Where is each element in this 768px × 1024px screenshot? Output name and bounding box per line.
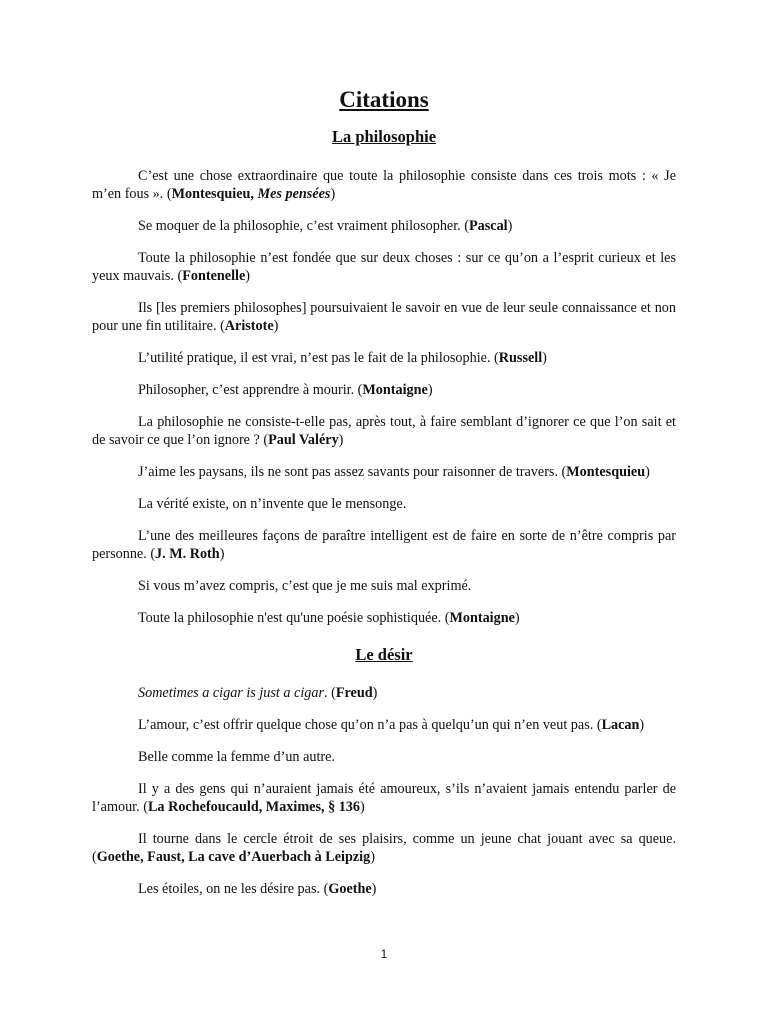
quote-paragraph: C’est une chose extraordinaire que toute la philosophie consiste dans ces trois mots : « Je m’en fous ». (Montesquieu, Mes pensées) [92, 168, 676, 202]
section-heading-desir: Le désir [355, 645, 413, 664]
quote-paragraph: La vérité existe, on n’invente que le mensonge. [138, 496, 407, 512]
quote-paragraph: La philosophie ne consiste-t-elle pas, après tout, à faire semblant d’ignorer ce que l’on sait et de savoir ce que l’on ignore ? (Paul Valéry) [92, 414, 676, 448]
section-heading-philosophie: La philosophie [331, 127, 437, 146]
quote-paragraph: Toute la philosophie n’est fondée que sur deux choses : sur ce qu’on a l’esprit curieux et les yeux mauvais. (Fontenelle) [92, 250, 676, 284]
quote-paragraph: L’amour, c’est offrir quelque chose qu’on n’a pas à quelqu’un qui n’en veut pas. (Lacan) [138, 717, 645, 733]
quote-paragraph: J’aime les paysans, ils ne sont pas assez savants pour raisonner de travers. (Montesquieu) [138, 464, 650, 480]
page-title: Citations [339, 87, 429, 112]
quote-paragraph: Ils [les premiers philosophes] poursuivaient le savoir en vue de leur seule connaissance et non pour une fin utilitaire. (Aristote) [92, 300, 676, 334]
quote-paragraph: Philosopher, c’est apprendre à mourir. (Montaigne) [138, 382, 433, 398]
quote-paragraph: Sometimes a cigar is just a cigar. (Freud) [138, 685, 378, 701]
quote-paragraph: Belle comme la femme d’un autre. [138, 749, 335, 765]
quote-paragraph: L’utilité pratique, il est vrai, n’est pas le fait de la philosophie. (Russell) [138, 350, 547, 366]
quote-paragraph: Toute la philosophie n'est qu'une poésie sophistiquée. (Montaigne) [138, 610, 520, 626]
page-number: 1 [380, 949, 388, 961]
quote-paragraph: Si vous m’avez compris, c’est que je me suis mal exprimé. [138, 578, 472, 594]
quote-paragraph: Il tourne dans le cercle étroit de ses plaisirs, comme un jeune chat jouant avec sa queue. (Goethe, Faust, La cave d’Auerbach à Leipzig) [92, 831, 676, 865]
quote-paragraph: Il y a des gens qui n’auraient jamais été amoureux, s’ils n’avaient jamais entendu parler de l’amour. (La Rochefoucauld, Maximes, § 136) [92, 781, 676, 815]
quote-paragraph: Se moquer de la philosophie, c’est vraiment philosopher. (Pascal) [138, 218, 513, 234]
page-content [92, 84, 676, 912]
quote-paragraph: L’une des meilleures façons de paraître intelligent est de faire en sorte de n’être compris par personne. (J. M. Roth) [92, 528, 676, 562]
quote-paragraph: Les étoiles, on ne les désire pas. (Goethe) [138, 881, 377, 897]
